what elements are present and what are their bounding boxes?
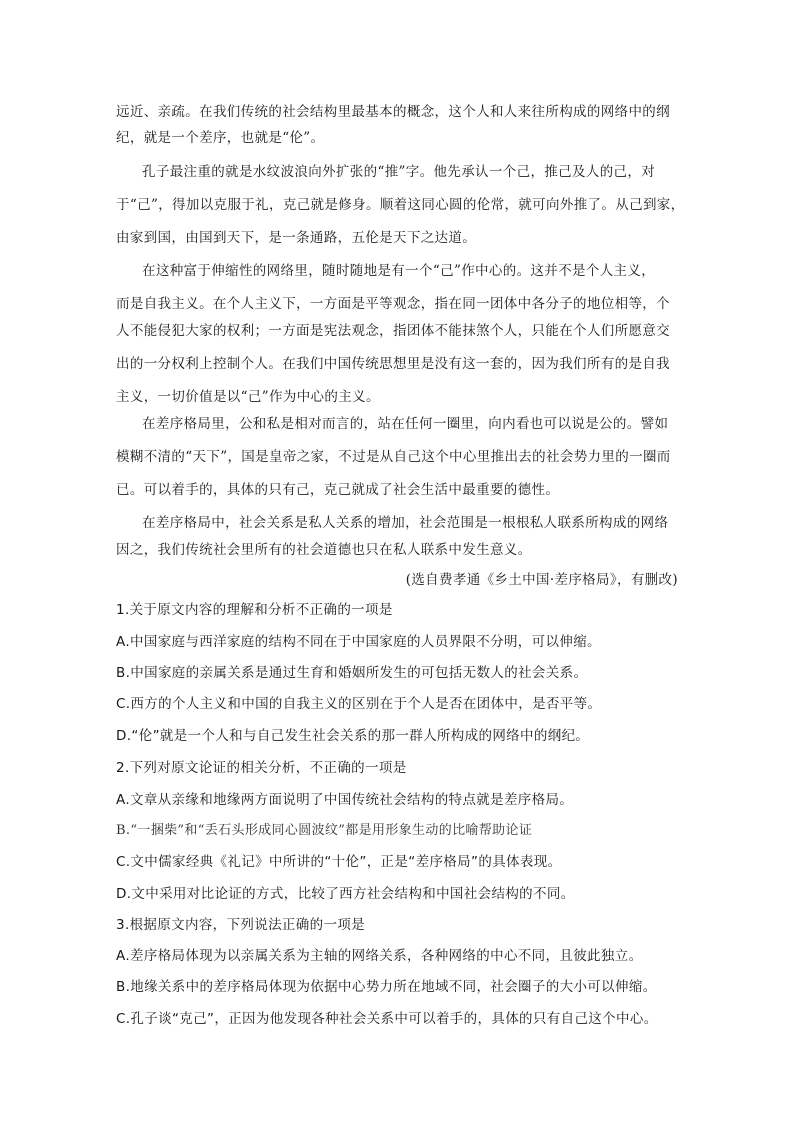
question-option: A.中国家庭与西洋家庭的结构不同在于中国家庭的人员界限不分明，可以伸缩。 (116, 634, 601, 650)
question-option: A.文章从亲缘和地缘两方面说明了中国传统社会结构的特点就是差序格局。 (116, 792, 574, 808)
passage-line: 人不能侵犯大家的权利；一方面是宪法观念，指团体不能抹煞个人，只能在个人们所愿意交 (116, 323, 670, 339)
question-title: 1.关于原文内容的理解和分析不正确的一项是 (116, 602, 393, 618)
question-option: A.差序格局体现为以亲属关系为主轴的网络关系，各种网络的中心不同，且彼此独立。 (116, 948, 643, 964)
question-title: 2.下列对原文论证的相关分析，不正确的一项是 (116, 760, 407, 776)
passage-line: 而是自我主义。在个人主义下，一方面是平等观念，指在同一团体中各分子的地位相等，个 (116, 296, 670, 312)
passage-line: 在差序格局中，社会关系是私人关系的增加，社会范围是一根根私人联系所构成的网络 (142, 515, 669, 531)
passage-line: 模糊不清的“天下”，国是皇帝之家，不过是从自己这个中心里推出去的社会势力里的一圈而 (116, 449, 671, 465)
passage-line: 由家到国，由国到天下，是一条通路，五伦是天下之达道。 (116, 230, 477, 246)
passage-line: 出的一分权利上控制个人。在我们中国传统思想里是没有这一套的，因为我们所有的是自我 (116, 356, 670, 372)
passage-line: 主义，一切价值是以“己”作为中心的主义。 (116, 389, 380, 405)
question-option: B.中国家庭的亲属关系是通过生育和婚姻所发生的可包括无数人的社会关系。 (116, 665, 588, 681)
question-option: C.西方的个人主义和中国的自我主义的区别在于个人是否在团体中，是否平等。 (116, 696, 602, 712)
passage-line: 因之，我们传统社会里所有的社会道德也只在私人联系中发生意义。 (116, 542, 532, 558)
question-option: B.地缘关系中的差序格局体现为依据中心势力所在地域不同，社会圈子的大小可以伸缩。 (116, 979, 657, 995)
passage-line: 已。可以着手的，具体的只有己，克己就成了社会生活中最重要的德性。 (116, 482, 560, 498)
passage-source: (选自费孝通《乡土中国·差序格局》，有删改) (405, 572, 678, 588)
passage-line: 于“己”，得加以克服于礼，克己就是修身。顺着这同心圆的伦常，就可向外推了。从己到家， (116, 197, 685, 213)
question-title: 3.根据原文内容，下列说法正确的一项是 (116, 917, 366, 933)
question-option: B.“一捆柴”和“丢石头形成同心圆波纹”都是用形象生动的比喻帮助论证 (116, 823, 533, 838)
question-option: D.“伦”就是一个人和与自己发生社会关系的那一群人所构成的网络中的纲纪。 (116, 728, 590, 744)
passage-line: 在差序格局里，公和私是相对而言的，站在任何一圈里，向内看也可以说是公的。譬如 (142, 416, 669, 432)
question-option: C.文中儒家经典《礼记》中所讲的“十伦”，正是“差序格局”的具体表现。 (116, 854, 562, 870)
question-option: D.文中采用对比论证的方式，比较了西方社会结构和中国社会结构的不同。 (116, 886, 575, 902)
passage-line: 远近、亲疏。在我们传统的社会结构里最基本的概念，这个人和人来往所构成的网络中的纲 (116, 104, 670, 120)
passage-line: 纪，就是一个差序，也就是“伦”。 (116, 130, 325, 146)
passage-line: 孔子最注重的就是水纹波浪向外扩张的“推”字。他先承认一个己，推己及人的己，对 (142, 164, 656, 180)
passage-line: 在这种富于伸缩性的网络里，随时随地是有一个“己”作中心的。这并不是个人主义， (142, 263, 656, 279)
question-option: C.孔子谈“克己”，正因为他发现各种社会关系中可以着手的，具体的只有自己这个中心。 (116, 1011, 658, 1027)
